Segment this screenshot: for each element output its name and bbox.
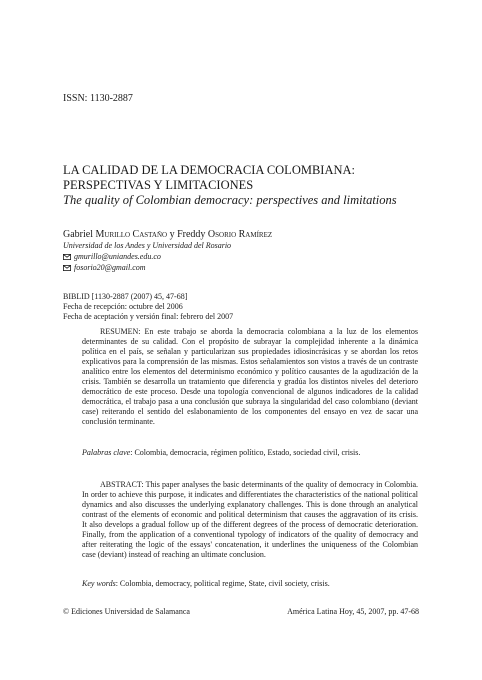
keywords-label-en: Key words [82, 579, 116, 588]
email-1[interactable]: gmurillo@uniandes.edu.co [74, 252, 161, 261]
author-block [63, 229, 272, 273]
keywords-es: : Colombia, democracia, régimen político, Estado, sociedad civil, crisis. [130, 448, 361, 457]
author2-first: Freddy [177, 229, 206, 240]
envelope-icon [63, 254, 71, 260]
biblio-block [63, 292, 233, 322]
resumen-keywords [82, 448, 418, 458]
reception-date: Fecha de recepción: octubre del 2006 [63, 302, 183, 311]
footer-citation: América Latina Hoy, 45, 2007, pp. 47-68 [287, 607, 419, 616]
email-2[interactable]: fosorio20@gmail.com [74, 263, 146, 272]
envelope-icon [63, 265, 71, 271]
title-line-2: PERSPECTIVAS Y LIMITACIONES [63, 178, 254, 192]
keywords-en: : Colombia, democracy, political regime, State, civil society, crisis. [115, 579, 330, 588]
email-line-2 [63, 262, 272, 273]
title-line-1: LA CALIDAD DE LA DEMOCRACIA COLOMBIANA: [63, 163, 356, 177]
author1-last: Murillo Castaño [95, 229, 168, 240]
affiliation: Universidad de los Andes y Universidad del Rosario [63, 241, 232, 250]
resumen-section [82, 327, 418, 427]
keywords-label-es: Palabras clave [82, 448, 131, 457]
abstract-text: ABSTRACT: This paper analyses the basic determinants of the quality of democracy in Colombia. In order to achieve this purpose, it indicates and differentiates the characteristics of the national political dynamics and also discusses the underlying explanatory challenges. This is done through an analytical contrast of the elements of economic and political determinism that causes the aggravation of its crisis. It also develops a gradual follow up of the different degrees of the process of democratic deterioration. Finally, from the application of a conventional typology of indicators of the quality of democracy and after reiterating the logic of the essays' concatenation, it underlines the uniqueness of the Colombian case (deviant) instead of reaching an ultimate conclusion. [82, 480, 418, 559]
abstract-keywords [82, 579, 418, 589]
article-title [63, 163, 433, 208]
email-line-1 [63, 251, 272, 262]
abstract-section [82, 480, 418, 560]
acceptance-date: Fecha de aceptación y versión final: febrero del 2007 [63, 312, 234, 321]
issn: ISSN: 1130-2887 [63, 93, 133, 104]
biblid: BIBLID [1130-2887 (2007) 45, 47-68] [63, 292, 188, 301]
author2-last: Osorio Ramírez [207, 229, 273, 240]
author1-first: Gabriel [63, 229, 93, 240]
footer-publisher: © Ediciones Universidad de Salamanca [63, 607, 190, 616]
author-names [63, 229, 272, 240]
resumen-text: RESUMEN: En este trabajo se aborda la democracia colombiana a la luz de los elementos determinantes de su calidad. Con el propósito de subrayar la complejidad inherente a la dinámica política en el país, se señalan y particularizan sus propiedades idiosincrásicas y se abordan los retos explicativos para la comprensión de las mismas. Estos señalamientos son vistos a través de un contraste analítico entre los elementos del determinismo económico y político causantes de la agudización de la crisis. También se desarrolla un tratamiento que diferencia y gradúa los distintos niveles del deterioro democrático de este proceso. Desde una topología convencional de algunos indicadores de la calidad democrática, el trabajo pasa a una conclusión que subraya la singularidad del caso colombiano (deviant case) reiterando el sentido del eslabonamiento de los componentes del ensayo en vez de sacar una conclusión terminante. [82, 327, 418, 426]
author-connector: y [169, 229, 175, 240]
english-title: The quality of Colombian democracy: perspectives and limitations [63, 193, 397, 207]
